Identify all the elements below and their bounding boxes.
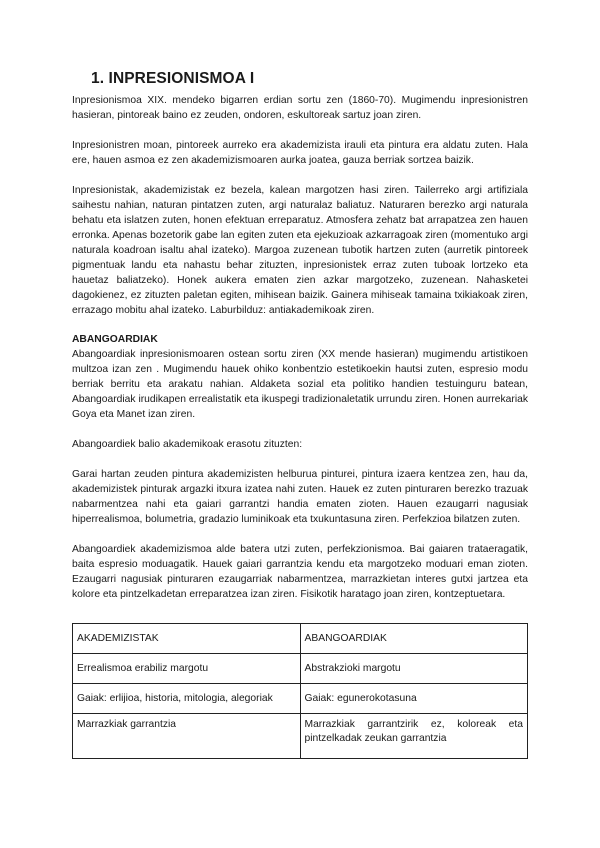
table-cell: Gaiak: egunerokotasuna <box>300 684 528 714</box>
section-heading: ABANGOARDIAK <box>72 334 158 345</box>
table-row <box>73 714 528 759</box>
paragraph: Inpresionistren moan, pintoreek aurreko era akademizista irauli eta pintura era aldatu zuten. Hala ere, hauen asmoa ez zen akademizismoaren aurka joatea, gauza berriak sortzea baizik. <box>72 140 528 166</box>
document-page <box>72 68 528 759</box>
paragraph: Inpresionistak, akademizistak ez bezela, kalean margotzen hasi ziren. Tailerreko argi artifiziala saihestu nahian, naturan pintatzen zuten, argi naturalaz baliatuz. Naturaren berezko argi naturala behatu eta islatzen zuten, honen efektuan erreparatuz. Atmosfera zehatz bat arrapatzea zen hauen erronka. Apenas bozetorik gabe lan egiten zuten eta ejekuzioak azkarragoak ziren (momentuko argi naturala koadroan isaltu ahal izateko). Margoa zuzenean tubotik hartzen zuten (aurretik pintoreek pigmentuak landu eta nahastu behar zituzten, inpresionistek erraz zuten tuboak lortzeko eta hauetaz baliatzeko). Honek aukera ematen zien azkar margotzeko, zuzenean. Nahasketei dagokienez, ez zituzten paletan egiten, mihisean baizik. Gainera mihiseak tamaina txikiakoak ziren, errazago mobitu ahal izateko. Laburbilduz: antiakademikoak ziren. <box>72 185 528 316</box>
table-cell: Marrazkiak garrantzia <box>73 714 301 759</box>
table-header-cell: AKADEMIZISTAK <box>73 624 301 654</box>
table-cell: Marrazkiak garrantzirik ez, koloreak eta pintzelkadak zeukan garrantzia <box>300 714 528 759</box>
table-cell: Gaiak: erlijioa, historia, mitologia, alegoriak <box>73 684 301 714</box>
paragraph: Abangoardiek balio akademikoak erasotu zituzten: <box>72 439 303 450</box>
table-cell: Errealismoa erabiliz margotu <box>73 654 301 684</box>
paragraph: Garai hartan zeuden pintura akademizisten helburua pinturei, pintura izaera kentzea zen, hau da, akademizistek pinturak argazki itxura izatea nahi zuten. Hauek ez zuten pinturaren berezko trazuak nabarmentzea nahi eta gaiari garrantzi handia ematen zioten. Hauen ezaugarri nagusiak hiperrealismoa, bolumetria, gradazio luminikoak eta txukuntasuna ziren. Perfekzioa bilatzen zuten. <box>72 469 528 525</box>
table-cell: Abstrakzioki margotu <box>300 654 528 684</box>
paragraph: Abangoardiak inpresionismoaren ostean sortu ziren (XX mende hasieran) mugimendu artistikoen multzoa izan zen . Mugimendu hauek ohiko konbentzio estetikoekin hautsi zuten, espresio modu berriak berritu eta arakatu nahian. Aldaketa sozial eta politiko handien testuinguru batean, Abangoardiak irudikapen errealistatik eta ikuspegi tradizionaletatik urrundu ziren. Honen aurrekariak Goya eta Manet izan ziren. <box>72 349 528 420</box>
table-header-cell: ABANGOARDIAK <box>300 624 528 654</box>
paragraph: Abangoardiek akademizismoa alde batera utzi zuten, perfekzionismoa. Bai gaiaren trataeragatik, baita espresio moduagatik. Hauek gaiari garrantzia kendu eta margotzeko moduari eman zioten. Ezaugarri nagusiak pinturaren ezaugarriak nabarmentzea, marrazkietan interes gutxi jartzea eta kolore eta pintzelkadetan erreparatzea izan ziren. Fisikotik haratago joan ziren, kontzeptuetara. <box>72 544 528 600</box>
table-row <box>73 684 528 714</box>
table-row <box>73 654 528 684</box>
table-header-row <box>73 624 528 654</box>
comparison-table <box>72 623 528 759</box>
page-title: 1. INPRESIONISMOA I <box>91 70 255 87</box>
paragraph: Inpresionismoa XIX. mendeko bigarren erdian sortu zen (1860-70). Mugimendu inpresionistren hasieran, pintoreak baino ez zeuden, ondoren, eskultoreak sartuz joan ziren. <box>72 95 528 121</box>
